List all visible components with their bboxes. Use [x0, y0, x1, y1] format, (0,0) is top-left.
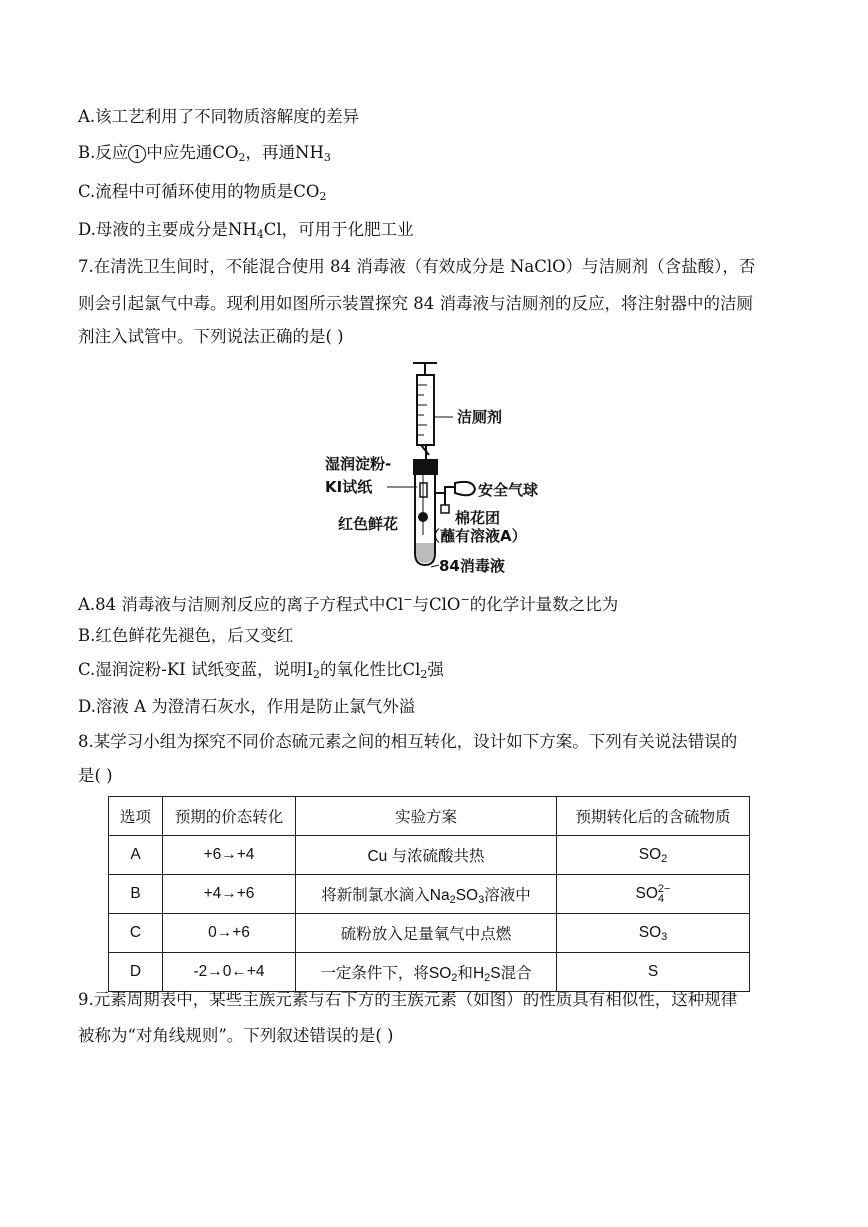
- cell-product: $SO_2$: [557, 836, 750, 875]
- cell-plan: 一定条件下，将$SO_2$和$H_2S$混合: [296, 953, 557, 992]
- label-balloon: 安全气球: [478, 481, 539, 499]
- label-flower: 红色鲜花: [338, 515, 399, 533]
- table-row: [109, 914, 750, 953]
- q7-option-b: B.红色鲜花先褪色，后又变红: [78, 626, 294, 645]
- sulfur-table: [108, 796, 750, 992]
- cell-plan: 硫粉放入足量氧气中点燃: [296, 914, 557, 953]
- q8-stem-line-1: 8.某学习小组为探究不同价态硫元素之间的相互转化，设计如下方案。下列有关说法错误的: [78, 732, 738, 751]
- table-row: [109, 953, 750, 992]
- label-84: 84消毒液: [439, 557, 505, 575]
- cell-plan: Cu 与浓硫酸共热: [296, 836, 557, 875]
- balloon: [455, 482, 475, 495]
- table-row: [109, 875, 750, 914]
- solution: [416, 543, 434, 563]
- circled-number: 1: [128, 145, 146, 163]
- q9-stem-line-1: 9.元素周期表中，某些主族元素与右下方的主族元素（如图）的性质具有相似性，这种规律: [78, 990, 738, 1009]
- label-cotton-2: （蘸有溶液A）: [425, 527, 527, 545]
- q7-option-c: C.湿润淀粉-KI 试纸变蓝，说明$I_2$的氧化性比$Cl_2$强: [78, 660, 444, 681]
- label-ki-paper-2: KI试纸: [325, 478, 373, 496]
- rubber-stopper: [413, 459, 438, 475]
- cell-option: A: [109, 836, 163, 875]
- q6-option-a: A.该工艺利用了不同物质溶解度的差异: [78, 107, 360, 126]
- cell-option: C: [109, 914, 163, 953]
- syringe: [413, 363, 453, 460]
- q9-stem-line-2: 被称为“对角线规则”。下列叙述错误的是( ): [78, 1026, 394, 1045]
- q7-stem-line-3: 剂注入试管中。下列说法正确的是( ): [78, 327, 344, 346]
- table-row: [109, 836, 750, 875]
- red-flower: [418, 512, 428, 522]
- header-product: 预期转化后的含硫物质: [557, 797, 750, 836]
- cotton: [441, 505, 449, 513]
- table-header-row: [109, 797, 750, 836]
- cell-product: $SO_3$: [557, 914, 750, 953]
- q7-option-d: D.溶液 A 为澄清石灰水，作用是防止氯气外溢: [78, 697, 416, 716]
- label-ki-paper-1: 湿润淀粉-: [325, 455, 392, 473]
- apparatus-figure: [305, 355, 565, 580]
- q6-option-c: C.流程中可循环使用的物质是$CO_2$: [78, 182, 327, 203]
- q7-option-a: A.84 消毒液与洁厕剂反应的离子方程式中Cl−与ClO−的化学计量数之比为: [78, 593, 619, 614]
- cell-option: D: [109, 953, 163, 992]
- q8-stem-line-2: 是( ): [78, 766, 113, 785]
- cell-conversion: +4→+6: [163, 875, 296, 914]
- cell-conversion: +6→+4: [163, 836, 296, 875]
- q7-stem-line-2: 则会引起氯气中毒。现利用如图所示装置探究 84 消毒液与洁厕剂的反应，将注射器中的洁厕: [78, 294, 753, 313]
- cell-product: S: [557, 953, 750, 992]
- cell-plan: 将新制氯水滴入$Na_2SO_3$溶液中: [296, 875, 557, 914]
- header-option: 选项: [109, 797, 163, 836]
- q7-stem-line-1: 7.在清洗卫生间时，不能混合使用 84 消毒液（有效成分是 NaClO）与洁厕剂（含盐酸），否: [78, 257, 756, 276]
- cell-product: SO 2− 4: [557, 875, 750, 914]
- q6-option-b: B.反应 1 中应先通$CO_2$，再通$NH_3$: [78, 143, 331, 164]
- label-cleaner: 洁厕剂: [457, 408, 503, 426]
- cell-conversion: -2→0←+4: [163, 953, 296, 992]
- label-cotton-1: 棉花团: [455, 509, 501, 527]
- cell-conversion: 0→+6: [163, 914, 296, 953]
- cell-option: B: [109, 875, 163, 914]
- q6-option-d: D.母液的主要成分是$NH_4Cl$，可用于化肥工业: [78, 220, 414, 241]
- header-plan: 实验方案: [296, 797, 557, 836]
- header-conversion: 预期的价态转化: [163, 797, 296, 836]
